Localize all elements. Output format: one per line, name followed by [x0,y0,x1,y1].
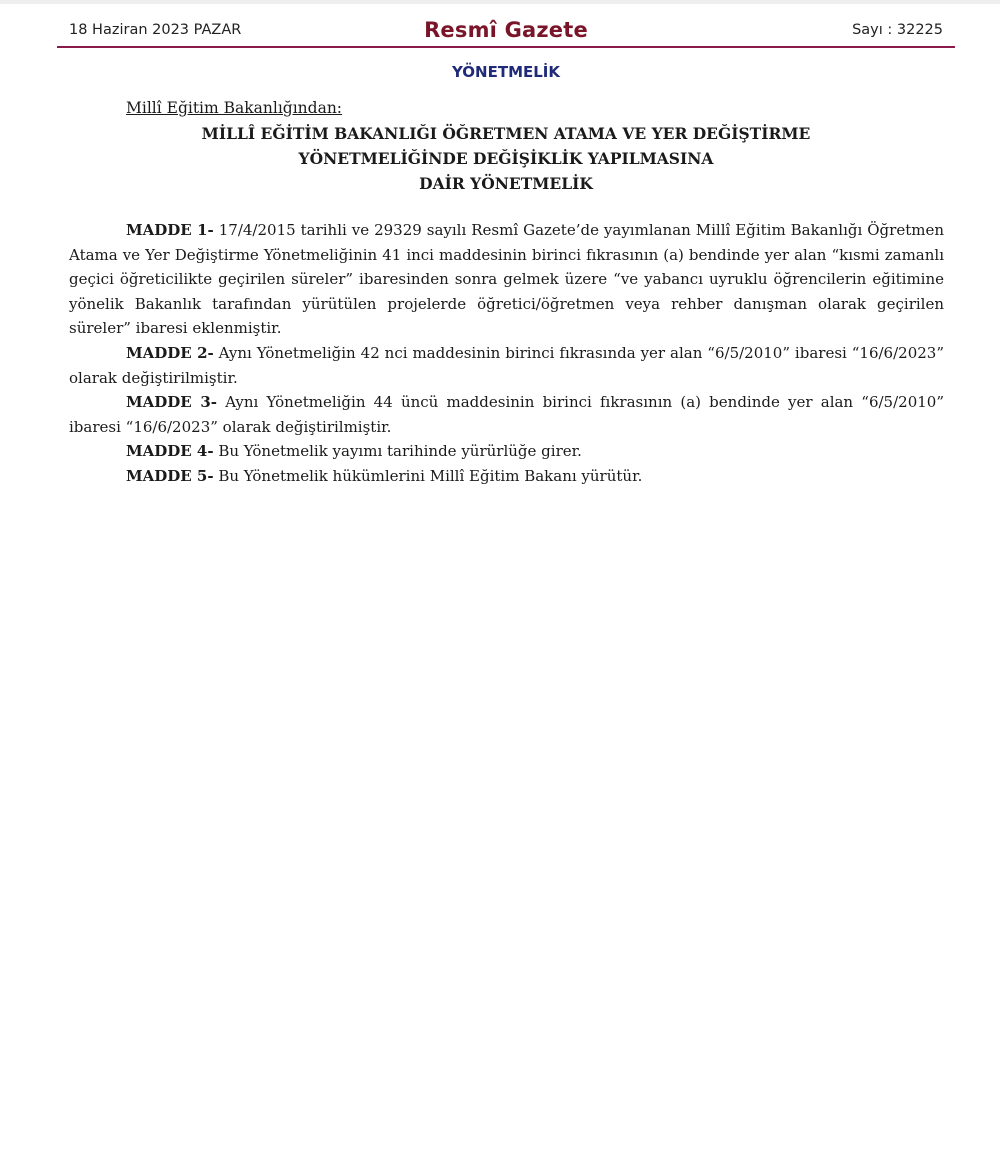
article-number: MADDE 1- [126,221,214,239]
header-date: 18 Haziran 2023 PAZAR [69,22,242,38]
article-2 [69,341,944,390]
article-text: Aynı Yönetmeliğin 44 üncü maddesinin birinci fıkrasının (a) bendinde yer alan “6/5/2010” ibaresi “16/6/2023” olarak değiştirilmiştir. [69,393,944,436]
issuing-authority: Millî Eğitim Bakanlığından: [126,99,343,117]
regulation-title-line: DAİR YÖNETMELİK [419,174,593,193]
article-text: Bu Yönetmelik hükümlerini Millî Eğitim Bakanı yürütür. [213,466,643,485]
header-issue-number: Sayı : 32225 [852,22,943,38]
top-edge-strip [0,0,1000,4]
article-number: MADDE 3- [126,393,217,412]
article-1 [69,218,944,341]
article-number: MADDE 2- [126,343,214,362]
article-3 [69,390,944,439]
regulation-body [69,218,944,489]
regulation-title-line: YÖNETMELİĞİNDE DEĞİŞİKLİK YAPILMASINA [298,149,714,168]
article-number: MADDE 4- [126,442,214,461]
gazette-masthead-title: Resmî Gazete [424,18,588,42]
article-number: MADDE 5- [126,466,214,485]
article-text: 17/4/2015 tarihli ve 29329 sayılı Resmî Gazete’de yayımlanan Millî Eğitim Bakanlığı Öğretmen Atama ve Yer Değiştirme Yönetmeliğinin 41 inci maddesinin birinci fıkrasının (a) bendinde yer alan “kısmi zamanlı geçici öğreticilikte geçirilen süreler” ibaresinden sonra gelmek üzere “ve yabancı uyruklu öğrencilerin eğitimine yönelik Bakanlık tarafından yürütülen projelerde öğretici/öğretmen veya rehber danışman olarak geçirilen süreler” ibaresi eklenmiştir. [69,221,944,338]
section-label: YÖNETMELİK [451,63,561,81]
header-divider [57,46,955,48]
regulation-title-line: MİLLÎ EĞİTİM BAKANLIĞI ÖĞRETMEN ATAMA VE YER DEĞİŞTİRME [201,124,811,143]
article-5 [69,464,944,489]
article-text: Aynı Yönetmeliğin 42 nci maddesinin birinci fıkrasında yer alan “6/5/2010” ibaresi “16/6/2023” olarak değiştirilmiştir. [69,343,944,387]
article-4 [69,439,944,464]
gazette-header [57,14,955,48]
regulation-title [0,121,1000,196]
article-text: Bu Yönetmelik yayımı tarihinde yürürlüğe girer. [213,442,582,461]
